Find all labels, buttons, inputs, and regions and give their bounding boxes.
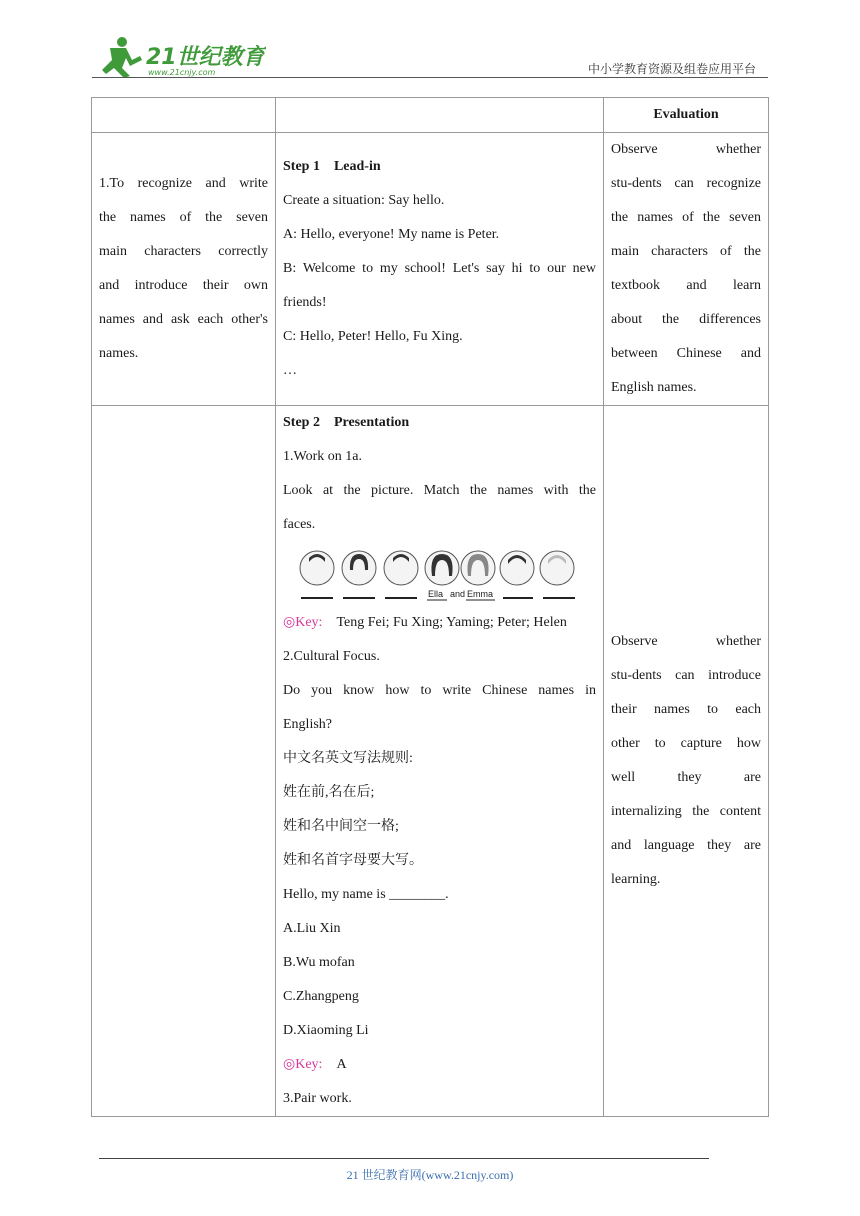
key-label: ◎Key:: [283, 615, 323, 630]
header-cell-activity: [276, 98, 604, 133]
blank-question: Hello, my name is ________.: [283, 887, 449, 902]
answer-key-line: [283, 606, 596, 640]
evaluation-line: about the differences: [611, 312, 761, 327]
footer-divider: [99, 1158, 709, 1159]
evaluation-line: textbook and learn: [611, 278, 761, 293]
activity-cell: [276, 406, 604, 1117]
activity-line: Look at the picture. Match the names with the: [283, 483, 596, 498]
table-header-row: [92, 98, 769, 133]
activity-line: 2.Cultural Focus.: [283, 649, 380, 664]
picture-label-and: and: [450, 589, 466, 599]
evaluation-line: Observe whether: [611, 634, 761, 649]
evaluation-line: learning.: [611, 872, 661, 887]
header-cell-evaluation: Evaluation: [604, 98, 769, 133]
activity-line: friends!: [283, 295, 327, 310]
option-item: B.Wu mofan: [283, 955, 355, 970]
evaluation-line: their names to each: [611, 702, 761, 717]
evaluation-line: main characters of the: [611, 244, 761, 259]
answer-key-line: [283, 1048, 596, 1082]
evaluation-line: well they are: [611, 770, 761, 785]
objective-line: main characters correctly: [99, 244, 268, 259]
evaluation-line: stu-dents can introduce: [611, 668, 761, 683]
evaluation-line: and language they are: [611, 838, 761, 853]
key-answer: A: [336, 1057, 347, 1072]
rule-item: 姓在前,名在后;: [283, 785, 375, 800]
activity-line: Do you know how to write Chinese names in: [283, 683, 596, 698]
objective-line: the names of the seven: [99, 210, 268, 225]
activity-line: Create a situation: Say hello.: [283, 193, 445, 208]
table-row: [92, 133, 769, 406]
picture-label-emma: Emma: [467, 589, 494, 599]
option-item: A.Liu Xin: [283, 921, 341, 936]
objective-cell: [92, 133, 276, 406]
evaluation-cell: [604, 133, 769, 406]
step-title: Step 1 Lead-in: [283, 159, 381, 174]
activity-line: English?: [283, 717, 332, 732]
site-logo: [96, 34, 266, 78]
evaluation-line: other to capture how: [611, 736, 761, 751]
evaluation-line: internalizing the content: [611, 804, 761, 819]
header-platform-text: 中小学教育资源及组卷应用平台: [587, 62, 756, 76]
evaluation-line: between Chinese and: [611, 346, 761, 361]
activity-line: …: [283, 363, 297, 378]
evaluation-line: the names of the seven: [611, 210, 761, 225]
step-title: Step 2 Presentation: [283, 415, 410, 430]
activity-line: C: Hello, Peter! Hello, Fu Xing.: [283, 329, 463, 344]
rule-item: 姓和名首字母要大写。: [283, 853, 423, 868]
evaluation-line: Observe whether: [611, 142, 761, 157]
footer-link[interactable]: 21 世纪教育网(www.21cnjy.com): [346, 1168, 514, 1182]
logo-wordmark: 21世纪教育: [146, 45, 265, 70]
activity-line: 1.Work on 1a.: [283, 449, 362, 464]
activity-line: 3.Pair work.: [283, 1091, 352, 1106]
lesson-plan-table: [91, 97, 769, 1117]
objective-cell: [92, 406, 276, 1117]
option-item: D.Xiaoming Li: [283, 1023, 369, 1038]
activity-line: faces.: [283, 517, 316, 532]
key-label: ◎Key:: [283, 1057, 323, 1072]
character-faces-image: [299, 548, 579, 606]
evaluation-cell: [604, 406, 769, 1117]
evaluation-line: English names.: [611, 380, 697, 395]
header-divider: [92, 77, 768, 78]
option-item: C.Zhangpeng: [283, 989, 359, 1004]
activity-line: A: Hello, everyone! My name is Peter.: [283, 227, 500, 242]
activity-line: B: Welcome to my school! Let's say hi to our new: [283, 261, 596, 276]
header-cell-objective: [92, 98, 276, 133]
objective-line: 1.To recognize and write: [99, 176, 268, 191]
picture-label-ella: Ella: [428, 589, 444, 599]
objective-line: names.: [99, 346, 139, 361]
key-answer: Teng Fei; Fu Xing; Yaming; Peter; Helen: [336, 615, 567, 630]
objective-line: and introduce their own: [99, 278, 268, 293]
rule-item: 姓和名中间空一格;: [283, 819, 399, 834]
activity-cell: [276, 133, 604, 406]
logo-url: www.21cnjy.com: [148, 68, 216, 77]
rules-title: 中文名英文写法规则:: [283, 751, 413, 766]
table-row: [92, 406, 769, 1117]
evaluation-line: stu-dents can recognize: [611, 176, 761, 191]
objective-line: names and ask each other's: [99, 312, 268, 327]
